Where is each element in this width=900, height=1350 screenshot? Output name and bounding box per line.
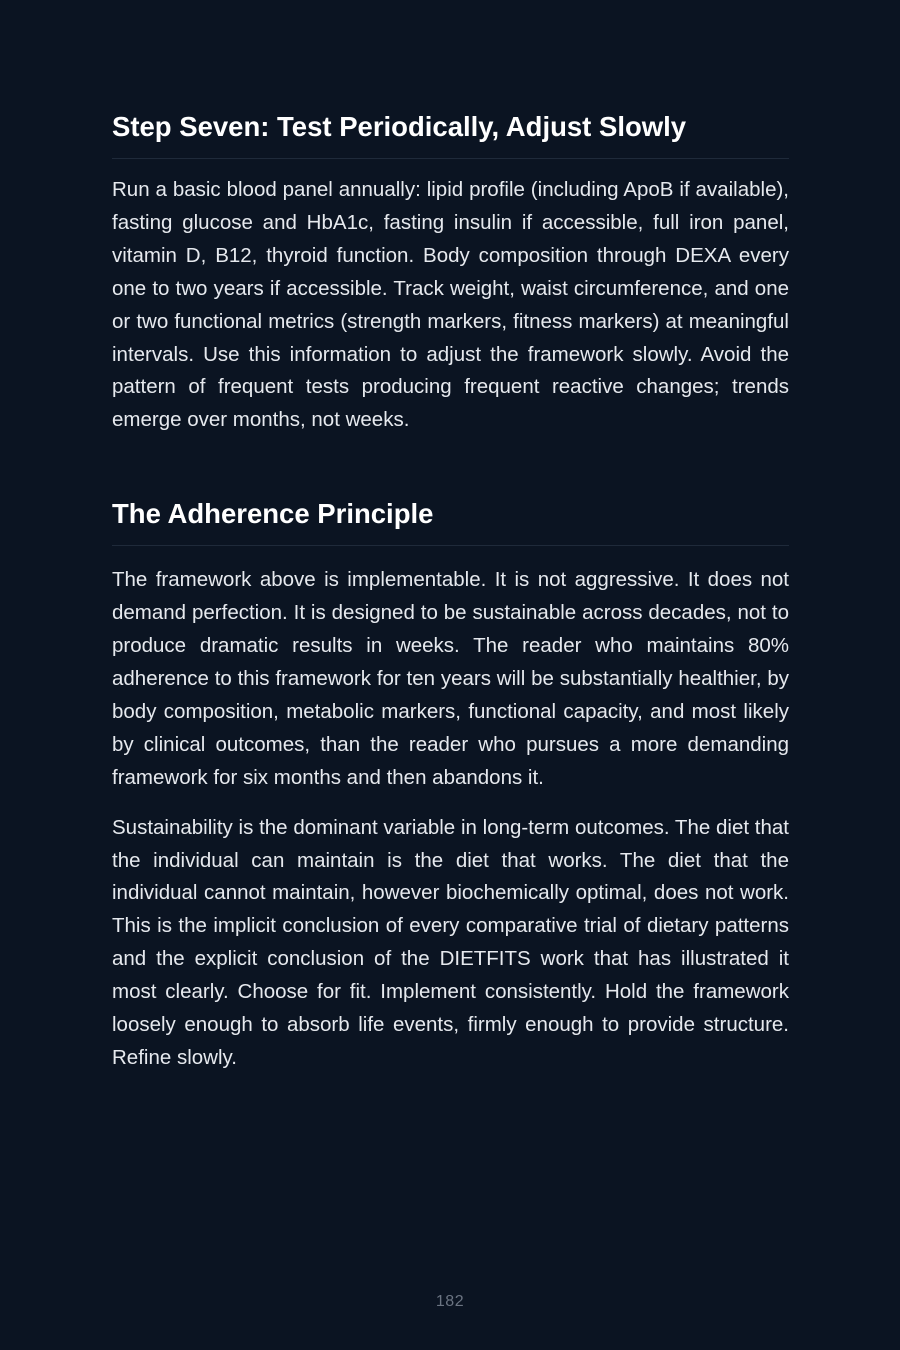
body-paragraph: Sustainability is the dominant variable in long-term outcomes. The diet that the individual can maintain is the diet that works. The diet that the individual cannot maintain, however biochemically optimal, does not work. This is the implicit conclusion of every comparative trial of dietary patterns and the explicit conclusion of the DIETFITS work that has illustrated it most clearly. Choose for fit. Implement consistently. Hold the framework loosely enough to absorb life events, firmly enough to provide structure. Refine slowly. (112, 815, 789, 1069)
page-number: 182 (435, 1293, 465, 1310)
section-heading: The Adherence Principle (112, 495, 789, 546)
section-heading: Step Seven: Test Periodically, Adjust Slowly (112, 108, 789, 159)
page-content (112, 0, 789, 1075)
body-paragraph: The framework above is implementable. It is not aggressive. It does not demand perfection. It is designed to be sustainable across decades, not to produce dramatic results in weeks. The reader who maintains 80% adherence to this framework for ten years will be substantially healthier, by body composition, metabolic markers, functional capacity, and most likely by clinical outcomes, than the reader who pursues a more demanding framework for six months and then abandons it. (112, 568, 789, 789)
body-paragraph: Run a basic blood panel annually: lipid profile (including ApoB if available), fasting glucose and HbA1c, fasting insulin if accessible, full iron panel, vitamin D, B12, thyroid function. Body composition through DEXA every one to two years if accessible. Track weight, waist circumference, and one or two functional metrics (strength markers, fitness markers) at meaningful intervals. Use this information to adjust the framework slowly. Avoid the pattern of frequent tests producing frequent reactive changes; trends emerge over months, not weeks. (112, 178, 789, 432)
section-test-periodically (112, 0, 789, 437)
section-adherence-principle (112, 437, 789, 1075)
